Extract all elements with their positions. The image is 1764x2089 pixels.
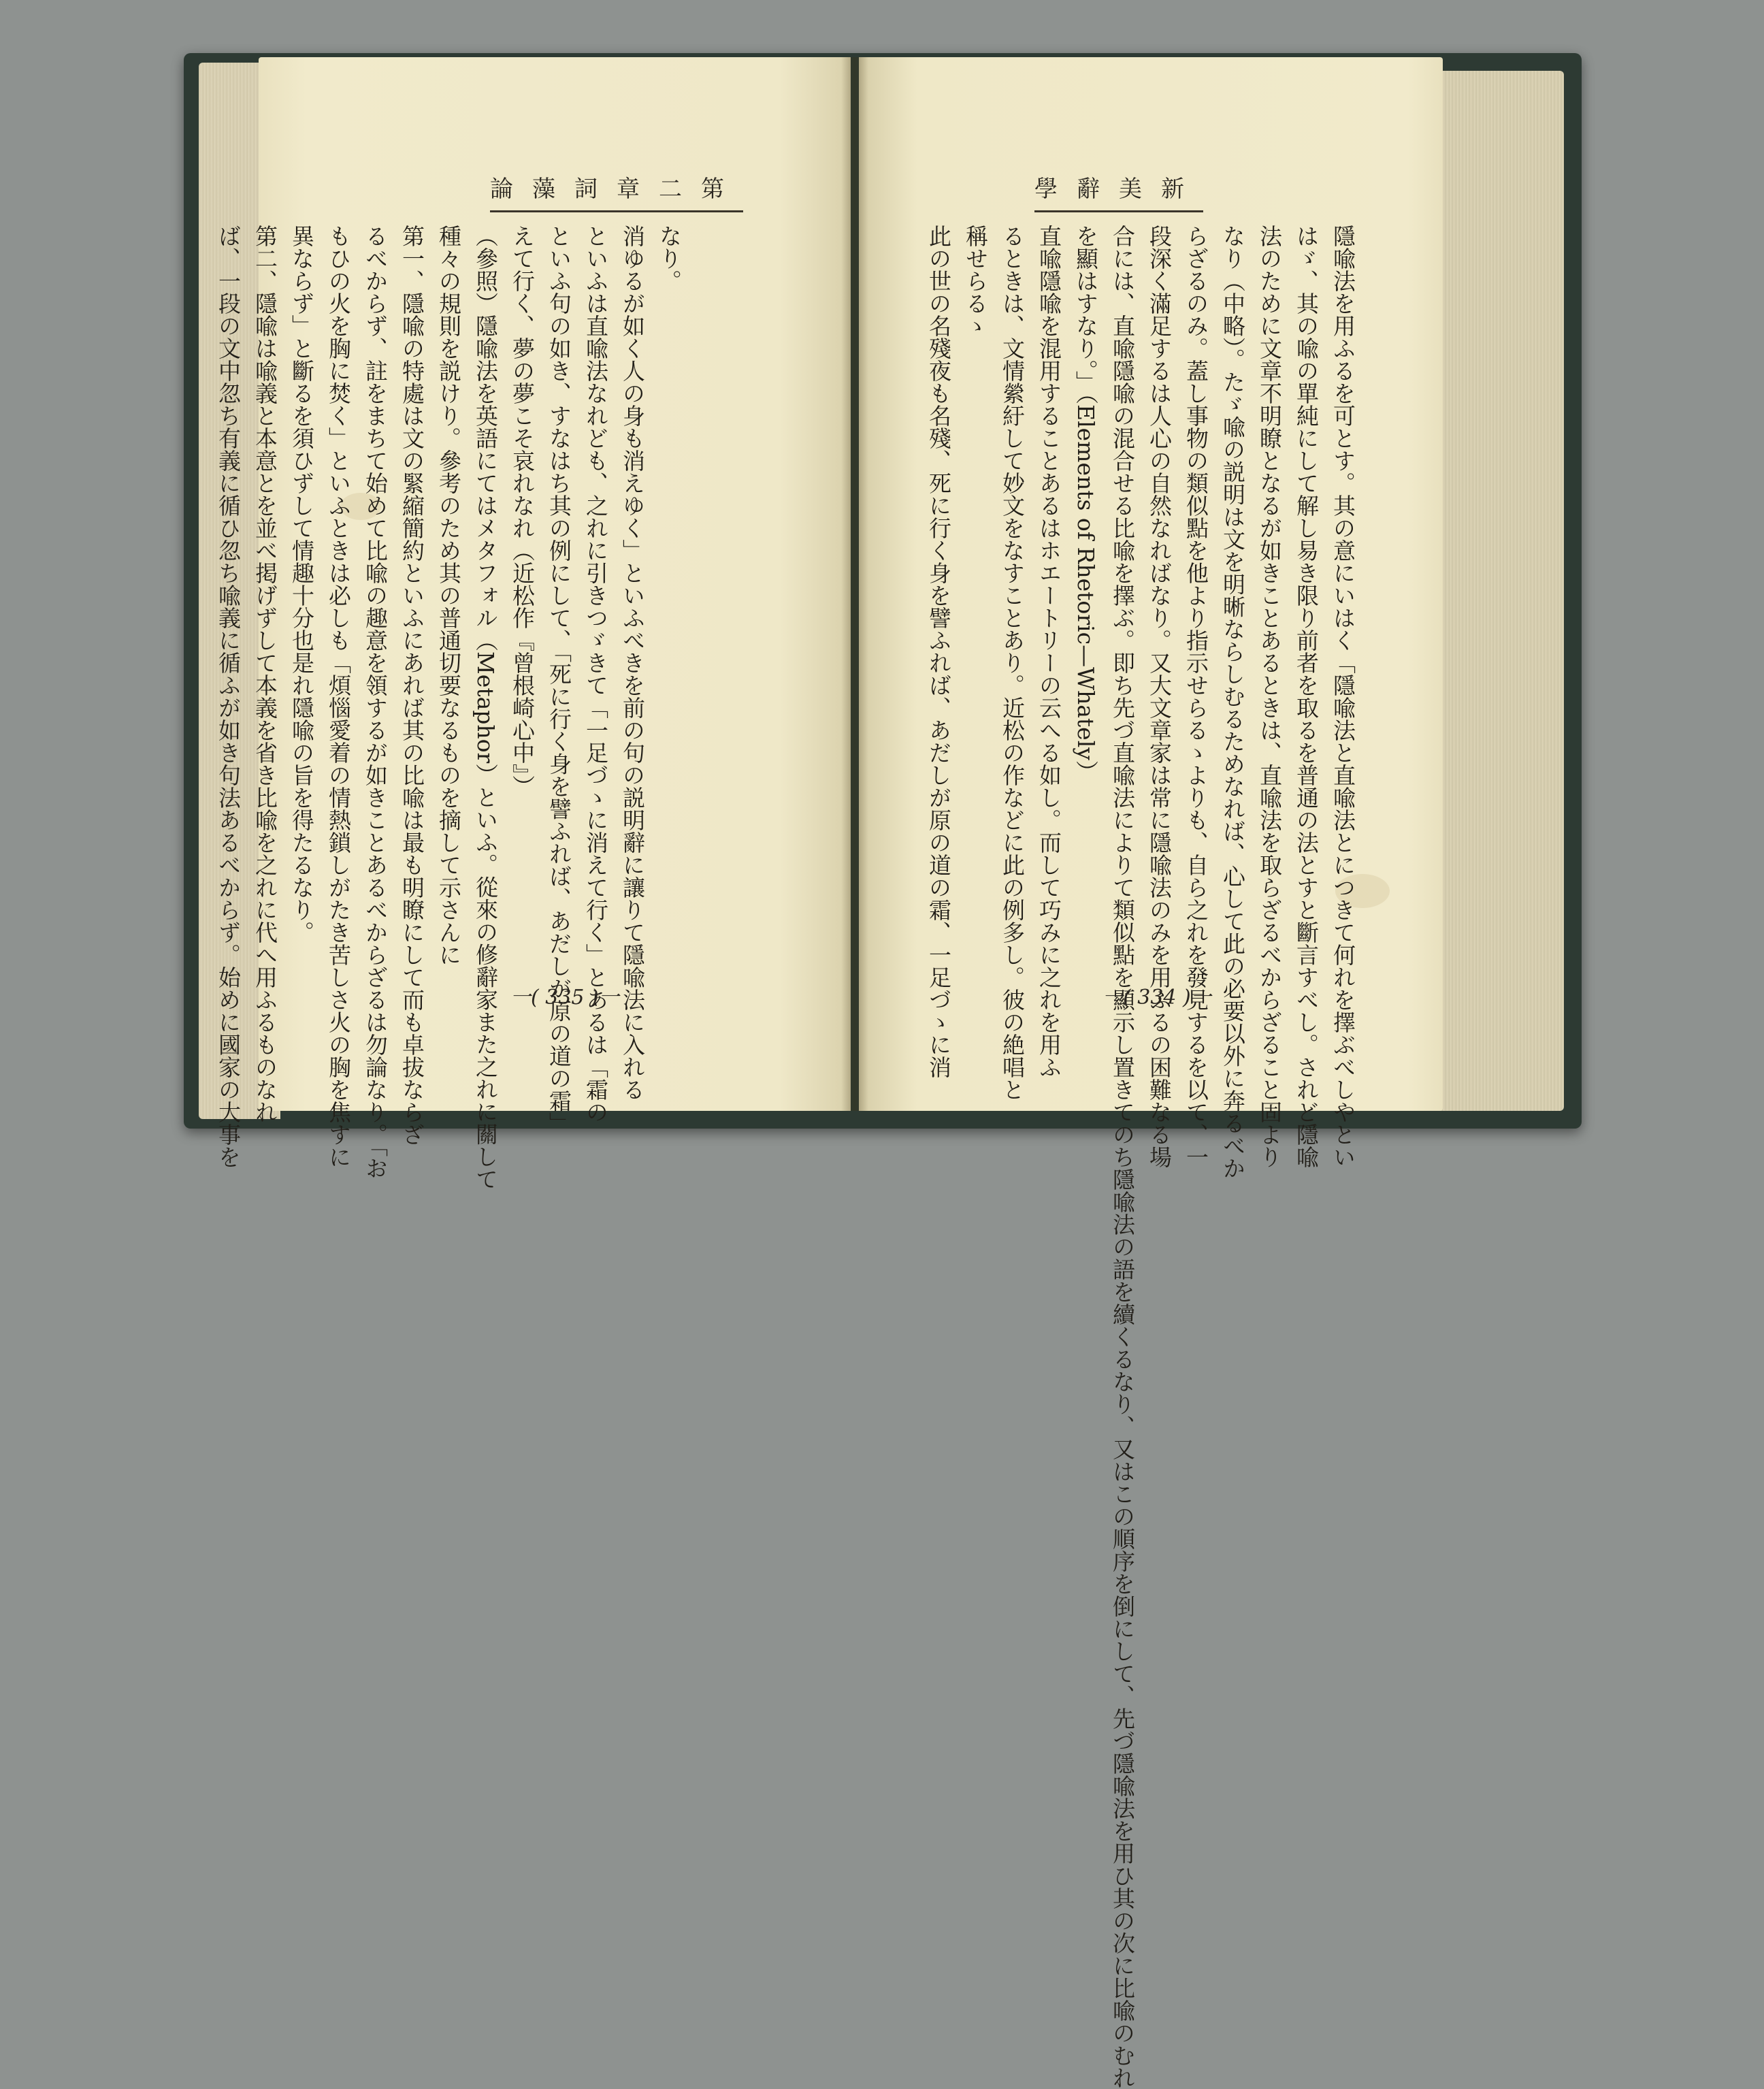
text-column: えて行く、夢の夢こそ哀れなれ（近松作『曾根崎心中』） — [509, 225, 536, 798]
text-column: 此の世の名殘夜も名殘、死に行く身を譬ふれば、あだしが原の道の霜、一足づゝに消 — [926, 225, 952, 1078]
text-column: るべからず、註をまちて始めて比喩の趣意を領するが如きことあるべからざるは勿論なり。「お — [362, 225, 389, 1180]
text-column: らざるのみ。蓋し事物の類似點を他より指示せらるゝよりも、自ら之れを發見するを以て、一 — [1183, 225, 1209, 1168]
text-column: なり（中略）。たゞ喩の説明は文を明晰ならしむるためなれば、心して此の必要以外に奔るべか — [1220, 225, 1246, 1180]
text-column: といふ句の如き、すなはち其の例にして、「死に行く身を譬ふれば、あだしが原の道の霜」 — [546, 225, 572, 1135]
text-column: 第二、隱喩は喩義と本意とを並べ掲げずして本義を省き比喩を之れに代へ用ふるものなれ — [252, 225, 278, 1123]
text-column: 稱せらるゝ — [962, 225, 989, 337]
text-column: 異ならず」と斷るを須ひずして情趣十分也是れ隱喩の旨を得たるなり。 — [289, 225, 315, 943]
text-column: もひの火を胸に焚く」といふときは必しも「煩惱愛着の情熱鎖しがたき苦しさ火の胸を焦すに — [325, 225, 352, 1168]
text-column: といふは直喩法なれども、之れに引きつゞきて「一足づゝに消えて行く」とあるは「霜の — [583, 225, 609, 1123]
text-column: 第一、隱喩の特處は文の緊縮簡約といふにあれば其の比喩は最も明瞭にして而も卓拔ならざ — [399, 225, 425, 1146]
text-column: 消ゆるが如く人の身も消えゆく」といふべきを前の句の説明辭に讓りて隱喩法に入れる — [619, 225, 646, 1101]
text-column: るときは、文情縈紆して妙文をなすことあり。近松の作などに此の例多し。彼の絶唱と — [999, 225, 1026, 1101]
book-gutter — [841, 57, 868, 1111]
right-page-number: 一( 334 )一 — [1102, 986, 1211, 1009]
right-running-header: 學辭美新 — [1034, 170, 1203, 212]
text-column: 種々の規則を説けり。參考のため其の普通切要なるものを摘して示さんに — [436, 225, 462, 966]
text-column: （參照）隱喩法を英語にてはメタフォル（Metaphor）といふ。從來の修辭家また之れに關して — [472, 225, 499, 1191]
text-column: なり。 — [656, 225, 683, 292]
text-column: 合には、直喩隱喩の混合せる比喩を擇ぶ。即ち先づ直喩法によりて類似點を顯示し置きてのち隱喩法の語を續くるなり、又はこの順序を倒にして、先づ隱喩法を用ひ其の次に比喩のむれ — [1109, 225, 1136, 2089]
text-column: を顯はすなり。」（Elements of Rhetoric—Whately） — [1073, 225, 1099, 783]
left-page-number: 一( 335 )一 — [510, 986, 619, 1009]
text-column: 直喩隱喩を混用することあるはホエートリーの云へる如し。而して巧みに之れを用ふ — [1036, 225, 1062, 1078]
left-running-header: 論藻詞章二第 — [490, 170, 743, 212]
page-edges-right — [1435, 71, 1564, 1111]
text-column: 段深く滿足するは人心の自然なればなり。又大文章家は常に隱喩法のみを用ふるの困難なる場 — [1146, 225, 1173, 1168]
text-column: 隱喩法を用ふるを可とす。其の意にいはく「隱喩法と直喩法とにつきて何れを擇ぶべしやとい — [1330, 225, 1356, 1168]
text-column: はゞ、其の喩の單純にして解し易き限り前者を取るを普通の法とすと斷言すべし。されど隱喩 — [1293, 225, 1320, 1168]
text-column: 法のために文章不明瞭となるが如きことあるときは、直喩法を取らざるべからざること固より — [1256, 225, 1283, 1168]
text-column: ば、一段の文中忽ち有義に循ひ忽ち喩義に循ふが如き句法あるべからず。始めに國家の大事を — [215, 225, 242, 1168]
